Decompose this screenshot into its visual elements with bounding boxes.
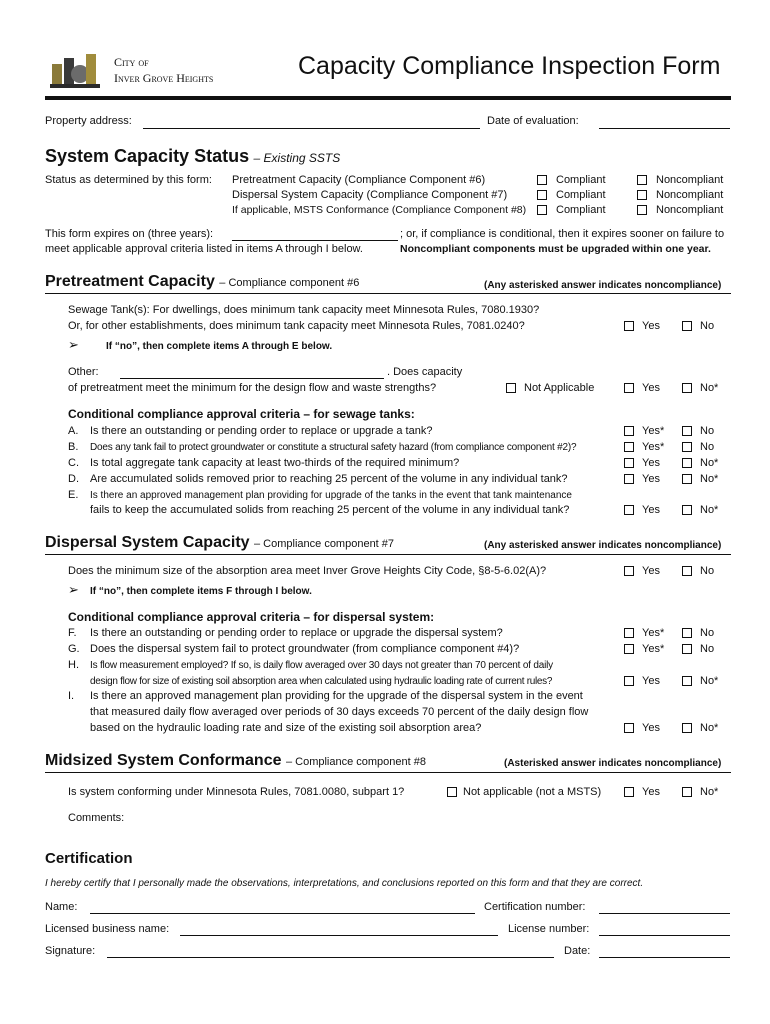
item-h-text: Is flow measurement employed? If so, is daily flow averaged over 30 days not greater than 70 percent of daily bbox=[90, 660, 553, 671]
item-i-yes-checkbox[interactable] bbox=[624, 723, 634, 733]
item-i-no-label: No* bbox=[700, 722, 719, 734]
midsized-not-applicable-label: Not applicable (not a MSTS) bbox=[463, 786, 602, 798]
status-msts-noncompliant-checkbox[interactable] bbox=[637, 205, 647, 215]
status-pretreatment-compliant-checkbox[interactable] bbox=[537, 175, 547, 185]
other-no-label: No* bbox=[700, 382, 719, 394]
dispersal-criteria-heading: Conditional compliance approval criteria – for dispersal system: bbox=[68, 610, 435, 624]
status-dispersal-compliant-checkbox[interactable] bbox=[537, 190, 547, 200]
status-determined-label: Status as determined by this form: bbox=[45, 174, 212, 186]
item-g-text: Does the dispersal system fail to protect groundwater (from compliance component #4)? bbox=[90, 643, 520, 655]
item-d-yes-checkbox[interactable] bbox=[624, 474, 634, 484]
dispersal-yes-label: Yes bbox=[642, 565, 660, 577]
item-i-no-checkbox[interactable] bbox=[682, 723, 692, 733]
status-heading bbox=[45, 146, 340, 167]
item-f-text: Is there an outstanding or pending order to replace or upgrade the dispersal system? bbox=[90, 627, 503, 639]
sewage-tank-yes-checkbox[interactable] bbox=[624, 321, 634, 331]
status-row-pretreatment: Pretreatment Capacity (Compliance Component #6) bbox=[232, 174, 486, 186]
status-dispersal-noncompliant-checkbox[interactable] bbox=[637, 190, 647, 200]
licensed-business-field[interactable] bbox=[180, 935, 498, 936]
city-logo-icon bbox=[50, 50, 100, 90]
item-b-no-label: No bbox=[700, 441, 715, 453]
pretreatment-heading-text: Pretreatment Capacity bbox=[45, 273, 215, 290]
item-g-yes-checkbox[interactable] bbox=[624, 644, 634, 654]
dispersal-no-label: No bbox=[700, 565, 715, 577]
midsized-note: (Asterisked answer indicates noncompliance) bbox=[504, 758, 722, 769]
item-d-yes-label: Yes bbox=[642, 473, 660, 485]
form-title: Capacity Compliance Inspection Form bbox=[298, 52, 721, 80]
item-f-no-label: No bbox=[700, 627, 715, 639]
item-b-letter: B. bbox=[68, 441, 79, 453]
licensed-business-label: Licensed business name: bbox=[45, 923, 170, 935]
expires-bold-note: Noncompliant components must be upgraded within one year. bbox=[400, 243, 711, 255]
dispersal-question: Does the minimum size of the absorption area meet Inver Grove Heights City Code, §8-5-6.02(A)? bbox=[68, 565, 547, 577]
item-b-yes-checkbox[interactable] bbox=[624, 442, 634, 452]
item-a-text: Is there an outstanding or pending order to replace or upgrade a tank? bbox=[90, 425, 433, 437]
sewage-tank-question-line2: Or, for other establishments, does minimum tank capacity meet Minnesota Rules, 7081.0240? bbox=[68, 320, 525, 332]
dispersal-heading-suffix: – Compliance component #7 bbox=[254, 538, 395, 550]
pretreatment-rule bbox=[45, 293, 731, 294]
item-e-letter: E. bbox=[68, 489, 79, 501]
midsized-no-checkbox[interactable] bbox=[682, 787, 692, 797]
status-msts-noncompliant-label: Noncompliant bbox=[656, 204, 724, 216]
midsized-question: Is system conforming under Minnesota Rules, 7081.0080, subpart 1? bbox=[68, 786, 405, 798]
item-d-no-checkbox[interactable] bbox=[682, 474, 692, 484]
dispersal-if-no: If “no”, then complete items F through I below. bbox=[90, 586, 312, 597]
item-e-yes-checkbox[interactable] bbox=[624, 505, 634, 515]
pretreatment-if-no: If “no”, then complete items A through E below. bbox=[106, 341, 333, 352]
item-i-yes-label: Yes bbox=[642, 722, 660, 734]
certification-statement: I hereby certify that I personally made the observations, interpretations, and conclusions reported on this form and that they are correct. bbox=[45, 878, 644, 889]
item-h-no-checkbox[interactable] bbox=[682, 676, 692, 686]
expires-line2: meet applicable approval criteria listed in items A through I below. bbox=[45, 243, 363, 255]
date-label: Date: bbox=[564, 945, 591, 957]
item-d-text: Are accumulated solids removed prior to reaching 25 percent of the volume in any individual tank? bbox=[90, 473, 568, 485]
item-c-no-checkbox[interactable] bbox=[682, 458, 692, 468]
item-h-text-line2: design flow for size of existing soil absorption area when calculated using hydraulic loading rate of current rules? bbox=[90, 676, 553, 687]
date-of-evaluation-label: Date of evaluation: bbox=[487, 115, 579, 127]
dispersal-heading-text: Dispersal System Capacity bbox=[45, 534, 250, 551]
header-rule bbox=[45, 96, 731, 100]
item-c-yes-label: Yes bbox=[642, 457, 660, 469]
pretreatment-heading-suffix: – Compliance component #6 bbox=[219, 277, 360, 289]
item-f-letter: F. bbox=[68, 627, 77, 639]
sewage-tank-no-label: No bbox=[700, 320, 715, 332]
signature-label: Signature: bbox=[45, 945, 96, 957]
item-f-no-checkbox[interactable] bbox=[682, 628, 692, 638]
item-c-text: Is total aggregate tank capacity at least two-thirds of the required minimum? bbox=[90, 457, 460, 469]
other-question-line2: of pretreatment meet the minimum for the design flow and waste strengths? bbox=[68, 382, 437, 394]
item-c-yes-checkbox[interactable] bbox=[624, 458, 634, 468]
item-a-no-label: No bbox=[700, 425, 715, 437]
property-address-field[interactable] bbox=[143, 128, 480, 129]
certification-number-field[interactable] bbox=[599, 913, 730, 914]
certification-heading: Certification bbox=[45, 850, 133, 867]
item-g-yes-label: Yes* bbox=[642, 643, 665, 655]
status-msts-compliant-label: Compliant bbox=[556, 204, 606, 216]
pretreatment-heading bbox=[45, 273, 359, 291]
tank-criteria-heading: Conditional compliance approval criteria – for sewage tanks: bbox=[68, 407, 415, 421]
status-heading-suffix: – Existing SSTS bbox=[253, 151, 341, 165]
status-pretreatment-noncompliant-checkbox[interactable] bbox=[637, 175, 647, 185]
status-pretreatment-compliant-label: Compliant bbox=[556, 174, 606, 186]
other-yes-checkbox[interactable] bbox=[624, 383, 634, 393]
midsized-no-label: No* bbox=[700, 786, 719, 798]
midsized-not-applicable-checkbox[interactable] bbox=[447, 787, 457, 797]
status-heading-text: System Capacity Status bbox=[45, 146, 250, 166]
dispersal-yes-checkbox[interactable] bbox=[624, 566, 634, 576]
expires-label: This form expires on (three years): bbox=[45, 228, 214, 240]
item-g-no-label: No bbox=[700, 643, 715, 655]
midsized-rule bbox=[45, 772, 731, 773]
item-b-text: Does any tank fail to protect groundwater or constitute a structural safety hazard (from compliance component #2)? bbox=[90, 442, 577, 453]
item-h-yes-label: Yes bbox=[642, 675, 660, 687]
midsized-yes-label: Yes bbox=[642, 786, 660, 798]
date-of-evaluation-field[interactable] bbox=[599, 128, 730, 129]
item-f-yes-label: Yes* bbox=[642, 627, 665, 639]
item-h-yes-checkbox[interactable] bbox=[624, 676, 634, 686]
item-a-no-checkbox[interactable] bbox=[682, 426, 692, 436]
sewage-tank-no-checkbox[interactable] bbox=[682, 321, 692, 331]
other-yes-label: Yes bbox=[642, 382, 660, 394]
item-a-letter: A. bbox=[68, 425, 79, 437]
item-d-no-label: No* bbox=[700, 473, 719, 485]
dispersal-rule bbox=[45, 554, 731, 555]
other-label: Other: bbox=[68, 366, 99, 378]
expires-suffix: ; or, if compliance is conditional, then it expires sooner on failure to bbox=[400, 228, 725, 240]
item-b-no-checkbox[interactable] bbox=[682, 442, 692, 452]
arrow-bullet-icon: ➢ bbox=[68, 582, 79, 597]
item-i-text-line2: that measured daily flow averaged over periods of 30 days exceeds 70 percent of the daily design flow bbox=[90, 706, 589, 718]
license-number-label: License number: bbox=[508, 923, 590, 935]
item-a-yes-label: Yes* bbox=[642, 425, 665, 437]
status-dispersal-noncompliant-label: Noncompliant bbox=[656, 189, 724, 201]
midsized-yes-checkbox[interactable] bbox=[624, 787, 634, 797]
item-i-letter: I. bbox=[68, 690, 75, 702]
other-no-checkbox[interactable] bbox=[682, 383, 692, 393]
item-f-yes-checkbox[interactable] bbox=[624, 628, 634, 638]
item-e-text: Is there an approved management plan providing for upgrade of the tanks in the event that tank maintenance bbox=[90, 490, 572, 501]
other-not-applicable-checkbox[interactable] bbox=[506, 383, 516, 393]
item-e-no-label: No* bbox=[700, 504, 719, 516]
city-name-line1: City of bbox=[114, 55, 149, 69]
other-suffix: . Does capacity bbox=[387, 366, 463, 378]
city-logo bbox=[50, 50, 100, 90]
item-i-text: Is there an approved management plan providing for the upgrade of the dispersal system in the event bbox=[90, 690, 583, 702]
other-field[interactable] bbox=[120, 378, 384, 379]
status-row-msts: If applicable, MSTS Conformance (Compliance Component #8) bbox=[232, 204, 527, 216]
midsized-heading-suffix: – Compliance component #8 bbox=[285, 756, 426, 768]
item-a-yes-checkbox[interactable] bbox=[624, 426, 634, 436]
name-field[interactable] bbox=[90, 913, 475, 914]
name-label: Name: bbox=[45, 901, 78, 913]
other-not-applicable-label: Not Applicable bbox=[524, 382, 595, 394]
signature-field[interactable] bbox=[107, 957, 554, 958]
item-i-text-line3: based on the hydraulic loading rate and size of the existing soil absorption area? bbox=[90, 722, 482, 734]
sewage-tank-question-line1: Sewage Tank(s): For dwellings, does minimum tank capacity meet Minnesota Rules, 7080.1930? bbox=[68, 304, 540, 316]
item-g-no-checkbox[interactable] bbox=[682, 644, 692, 654]
item-e-text-line2: fails to keep the accumulated solids from reaching 25 percent of the volume in any individual tank? bbox=[90, 504, 570, 516]
dispersal-note: (Any asterisked answer indicates noncompliance) bbox=[484, 540, 722, 551]
item-h-letter: H. bbox=[68, 659, 79, 671]
item-b-yes-label: Yes* bbox=[642, 441, 665, 453]
item-c-letter: C. bbox=[68, 457, 79, 469]
property-address-label: Property address: bbox=[45, 115, 132, 127]
expires-date-field[interactable] bbox=[232, 240, 398, 241]
comments-label: Comments: bbox=[68, 812, 125, 824]
pretreatment-note: (Any asterisked answer indicates noncompliance) bbox=[484, 280, 722, 291]
sewage-tank-yes-label: Yes bbox=[642, 320, 660, 332]
midsized-heading-text: Midsized System Conformance bbox=[45, 752, 282, 769]
item-e-yes-label: Yes bbox=[642, 504, 660, 516]
item-c-no-label: No* bbox=[700, 457, 719, 469]
license-number-field[interactable] bbox=[599, 935, 730, 936]
status-msts-compliant-checkbox[interactable] bbox=[537, 205, 547, 215]
status-dispersal-compliant-label: Compliant bbox=[556, 189, 606, 201]
certification-number-label: Certification number: bbox=[484, 901, 586, 913]
date-field[interactable] bbox=[599, 957, 730, 958]
city-name-line2: Inver Grove Heights bbox=[114, 71, 214, 85]
item-e-no-checkbox[interactable] bbox=[682, 505, 692, 515]
midsized-heading bbox=[45, 752, 426, 770]
status-pretreatment-noncompliant-label: Noncompliant bbox=[656, 174, 724, 186]
item-h-no-label: No* bbox=[700, 675, 719, 687]
item-d-letter: D. bbox=[68, 473, 79, 485]
dispersal-no-checkbox[interactable] bbox=[682, 566, 692, 576]
arrow-bullet-icon: ➢ bbox=[68, 337, 79, 352]
dispersal-heading bbox=[45, 534, 394, 552]
status-row-dispersal: Dispersal System Capacity (Compliance Component #7) bbox=[232, 189, 508, 201]
item-g-letter: G. bbox=[68, 643, 80, 655]
